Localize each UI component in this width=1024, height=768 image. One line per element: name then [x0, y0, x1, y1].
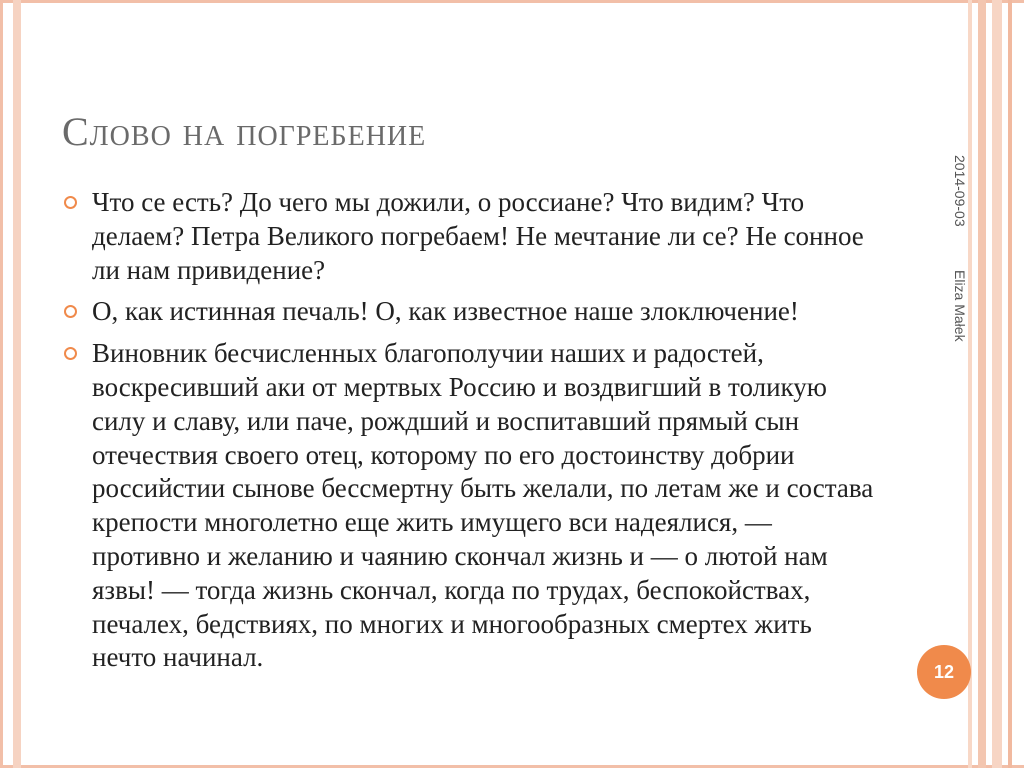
frame-left-outer-line	[0, 0, 3, 768]
bullet-icon	[64, 196, 77, 209]
slide-content	[62, 186, 882, 683]
slide-number: 12	[933, 661, 955, 682]
bullet-icon	[64, 305, 77, 318]
slide-title: Слово на погребение	[62, 109, 427, 154]
frame-left-inner-stripe	[13, 0, 21, 768]
frame-left-border	[0, 0, 26, 768]
bullet-text: Что се есть? До чего мы дожили, о россиане? Что видим? Что делаем? Петра Великого погребаем! Не мечтание ли се? Не сонное ли нам привидение?	[92, 187, 864, 285]
bullet-item	[62, 186, 882, 287]
frame-right-stripe	[992, 0, 1002, 768]
bullet-text: Виновник бесчисленных благополучии наших и радостей, воскресивший аки от мертвых Россию и воздвигший в толикую силу и славу, или паче, рождший и воспитавший прямый сын отечествия своего отец, которому по его достоинству добрии российстии сынове бессмертну быть желали, по летам же и состава крепости многолетно еще жить имущего вси надеялися, — противно и желанию и чаянию скончал жизнь и — о лютой нам язвы! — тогда жизнь скончал, когда по трудах, беспокойствах, печалех, бедствиях, по многих и многообразных смертех жить нечто начинал.	[92, 338, 874, 673]
bullet-text: О, как истинная печаль! О, как известное наше злоключение!	[92, 296, 799, 327]
slide-date: 2014-09-03	[952, 155, 968, 227]
slide-number-badge	[917, 645, 971, 699]
frame-top-border	[0, 0, 1024, 3]
frame-right-stripe	[1008, 0, 1012, 768]
bullet-item	[62, 337, 882, 675]
bullet-icon	[64, 347, 77, 360]
bullet-item	[62, 295, 882, 329]
slide-author: Eliza Małek	[952, 270, 968, 342]
slide-footer-meta	[944, 155, 984, 395]
